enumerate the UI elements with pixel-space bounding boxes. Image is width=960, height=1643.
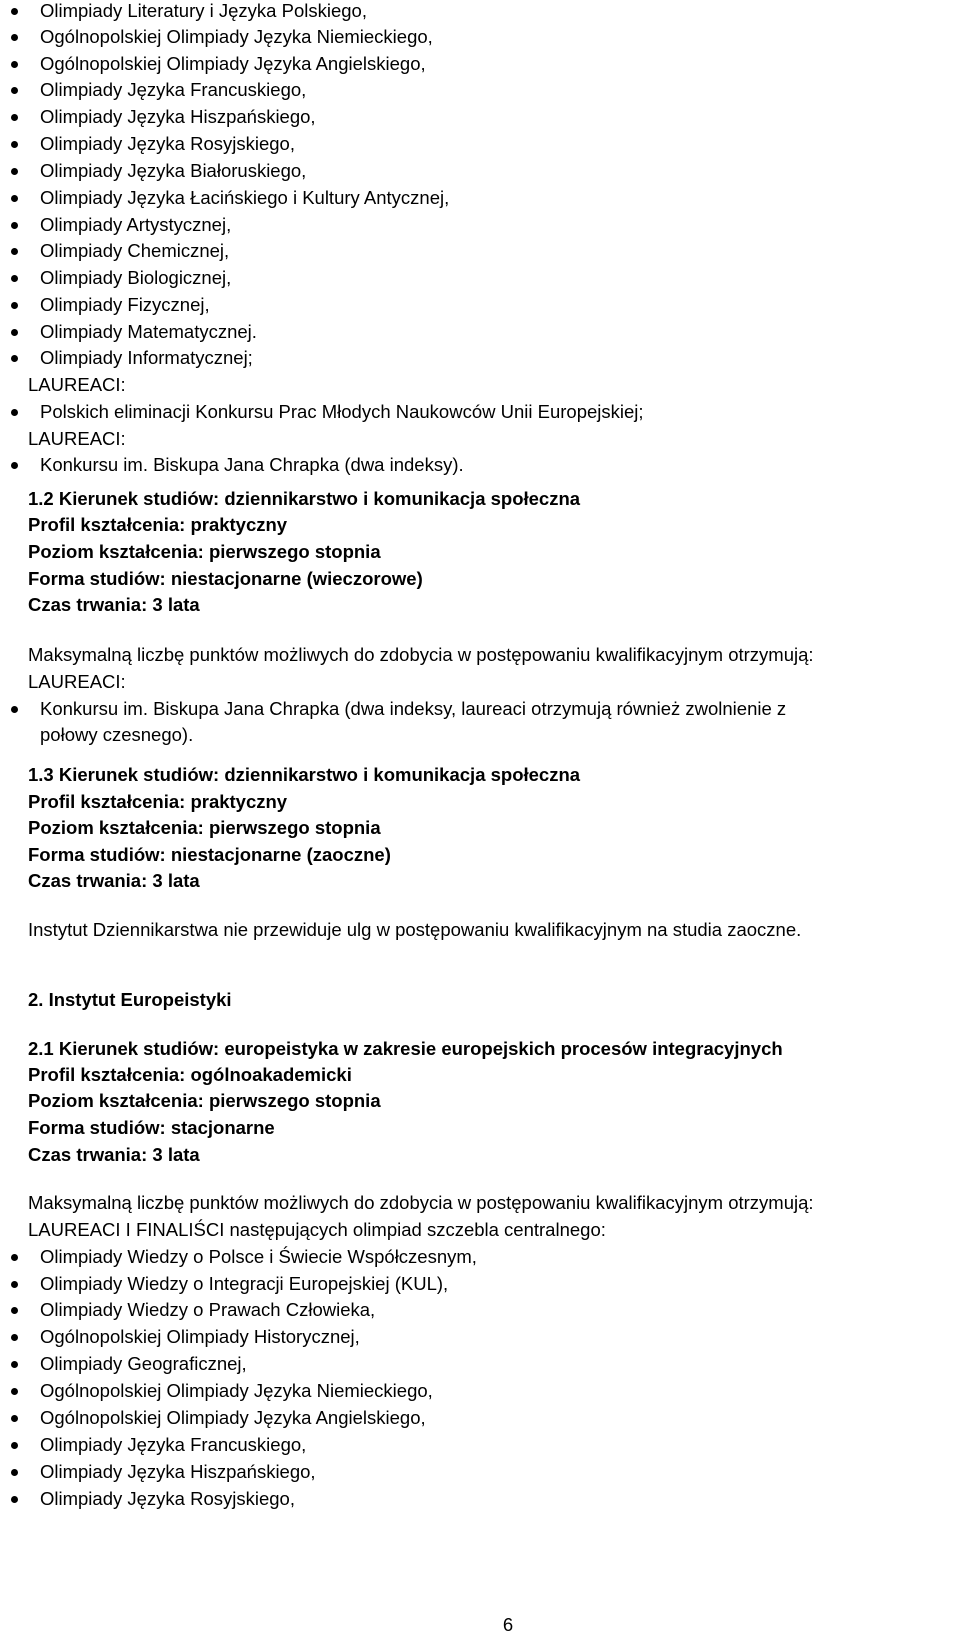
paragraph-line: Maksymalną liczbę punktów możliwych do zdobycia w postępowaniu kwalifikacyjnym otrzymują: xyxy=(28,1192,814,1213)
section-heading: Czas trwania: 3 lata xyxy=(28,870,200,891)
list-item: Olimpiady Geograficznej, xyxy=(40,1351,247,1377)
section-heading: Profil kształcenia: praktyczny xyxy=(28,514,288,535)
section-heading: Forma studiów: niestacjonarne (wieczorowe) xyxy=(28,568,423,589)
section-heading: Poziom kształcenia: pierwszego stopnia xyxy=(28,541,381,562)
list-item: Olimpiady Wiedzy o Prawach Człowieka, xyxy=(40,1297,375,1323)
section-heading: Poziom kształcenia: pierwszego stopnia xyxy=(28,817,381,838)
paragraph-line: LAUREACI: xyxy=(28,428,126,449)
list-item: Olimpiady Chemicznej, xyxy=(40,238,229,264)
list-item: Olimpiady Biologicznej, xyxy=(40,265,231,291)
section-heading: Poziom kształcenia: pierwszego stopnia xyxy=(28,1090,381,1111)
list-item: Olimpiady Języka Rosyjskiego, xyxy=(40,131,295,157)
paragraph-line: LAUREACI: xyxy=(28,671,126,692)
list-item: Ogólnopolskiej Olimpiady Języka Niemieckiego, xyxy=(40,1378,433,1404)
list-item: Olimpiady Języka Łacińskiego i Kultury Antycznej, xyxy=(40,185,449,211)
section-heading: Profil kształcenia: ogólnoakademicki xyxy=(28,1064,352,1085)
section-heading: 1.2 Kierunek studiów: dziennikarstwo i komunikacja społeczna xyxy=(28,488,581,509)
list-item: Konkursu im. Biskupa Jana Chrapka (dwa indeksy). xyxy=(40,452,464,478)
list-item: Olimpiady Języka Francuskiego, xyxy=(40,1432,306,1458)
list-item: Olimpiady Języka Hiszpańskiego, xyxy=(40,104,316,130)
section-heading: Czas trwania: 3 lata xyxy=(28,594,200,615)
list-item: Olimpiady Wiedzy o Polsce i Świecie Współczesnym, xyxy=(40,1244,477,1270)
page-number: 6 xyxy=(502,1614,514,1635)
paragraph-line: Maksymalną liczbę punktów możliwych do zdobycia w postępowaniu kwalifikacyjnym otrzymują: xyxy=(28,644,814,665)
list-item: Olimpiady Fizycznej, xyxy=(40,292,210,318)
paragraph-line: Instytut Dziennikarstwa nie przewiduje ulg w postępowaniu kwalifikacyjnym na studia zaoczne. xyxy=(28,919,802,940)
list-item: Olimpiady Artystycznej, xyxy=(40,212,231,238)
list-item: Olimpiady Języka Francuskiego, xyxy=(40,77,306,103)
section-heading: 2.1 Kierunek studiów: europeistyka w zakresie europejskich procesów integracyjnych xyxy=(28,1038,783,1059)
section-heading: 1.3 Kierunek studiów: dziennikarstwo i komunikacja społeczna xyxy=(28,764,581,785)
list-item-continuation: połowy czesnego). xyxy=(40,724,194,745)
list-item: Ogólnopolskiej Olimpiady Języka Niemieckiego, xyxy=(40,24,433,50)
list-item: Olimpiady Wiedzy o Integracji Europejskiej (KUL), xyxy=(40,1271,448,1297)
list-item: Olimpiady Literatury i Języka Polskiego, xyxy=(40,0,367,24)
list-item: Ogólnopolskiej Olimpiady Historycznej, xyxy=(40,1324,360,1350)
list-item: Ogólnopolskiej Olimpiady Języka Angielskiego, xyxy=(40,51,426,77)
paragraph-line: LAUREACI: xyxy=(28,374,126,395)
section-heading: 2. Instytut Europeistyki xyxy=(28,989,232,1010)
list-item: Konkursu im. Biskupa Jana Chrapka (dwa indeksy, laureaci otrzymują również zwolnienie z xyxy=(40,696,786,722)
list-item: Polskich eliminacji Konkursu Prac Młodych Naukowców Unii Europejskiej; xyxy=(40,399,644,425)
section-heading: Forma studiów: niestacjonarne (zaoczne) xyxy=(28,844,391,865)
list-item: Ogólnopolskiej Olimpiady Języka Angielskiego, xyxy=(40,1405,426,1431)
section-heading: Forma studiów: stacjonarne xyxy=(28,1117,275,1138)
list-item: Olimpiady Języka Białoruskiego, xyxy=(40,158,306,184)
list-item: Olimpiady Informatycznej; xyxy=(40,345,253,371)
paragraph-line: LAUREACI I FINALIŚCI następujących olimpiad szczebla centralnego: xyxy=(28,1219,606,1240)
list-item: Olimpiady Języka Hiszpańskiego, xyxy=(40,1459,316,1485)
list-item: Olimpiady Matematycznej. xyxy=(40,319,257,345)
section-heading: Profil kształcenia: praktyczny xyxy=(28,791,288,812)
section-heading: Czas trwania: 3 lata xyxy=(28,1144,200,1165)
list-item: Olimpiady Języka Rosyjskiego, xyxy=(40,1486,295,1512)
